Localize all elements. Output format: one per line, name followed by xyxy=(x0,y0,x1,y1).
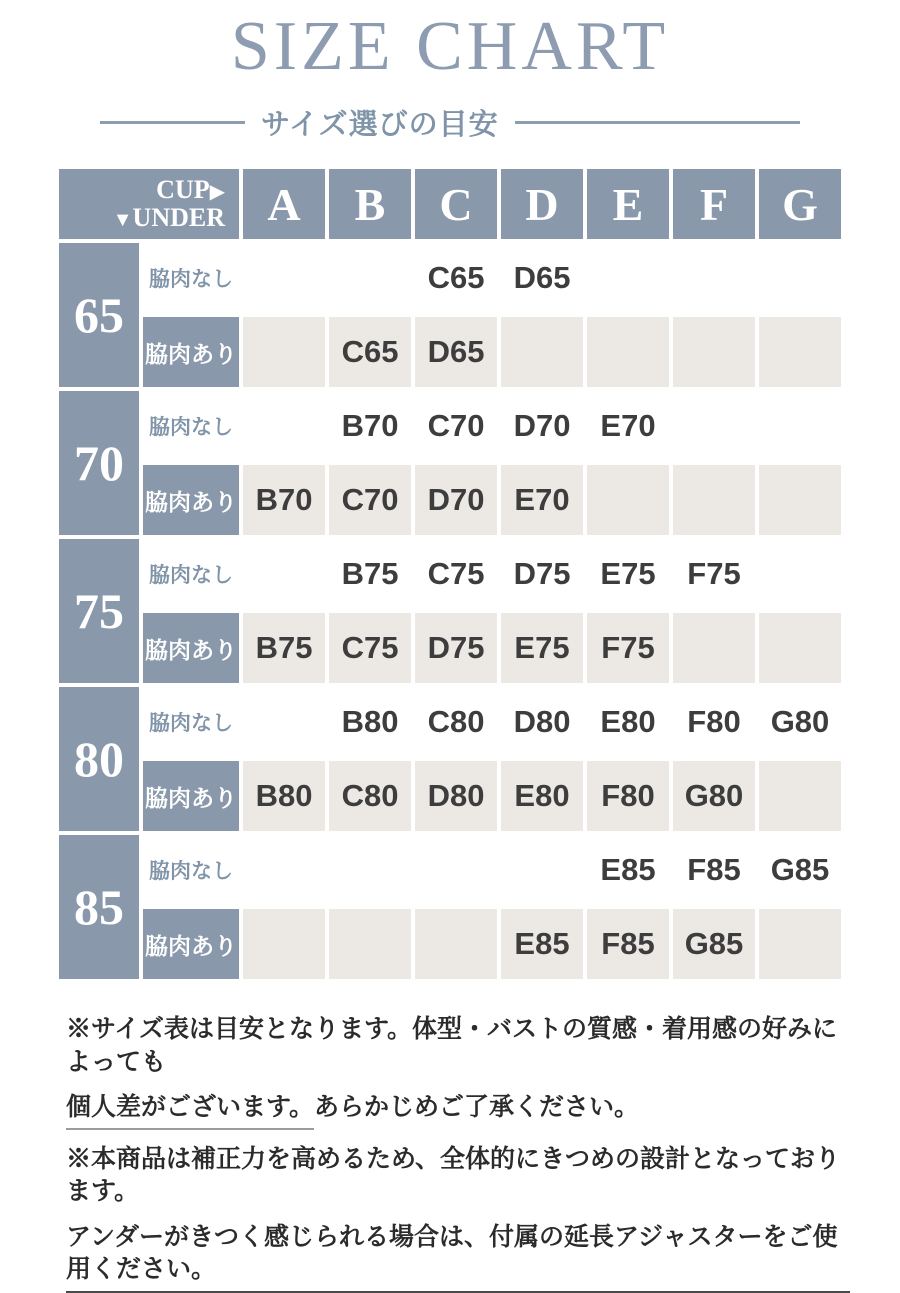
size-cell-80-no-fat-A xyxy=(243,687,325,757)
size-cell-65-no-fat-C: C65 xyxy=(415,243,497,313)
size-cell-75-no-fat-C: C75 xyxy=(415,539,497,609)
label-no-fat-85: 脇肉なし xyxy=(143,835,239,905)
size-cell-75-no-fat-F: F75 xyxy=(673,539,755,609)
cup-header-c: C xyxy=(415,169,497,239)
size-cell-80-with-fat-G xyxy=(759,761,841,831)
size-cell-85-with-fat-E: F85 xyxy=(587,909,669,979)
size-cell-70-with-fat-D: E70 xyxy=(501,465,583,535)
size-cell-65-with-fat-B: C65 xyxy=(329,317,411,387)
arrow-right-icon: ▶ xyxy=(209,180,225,203)
corner-cup-label: CUP xyxy=(156,174,210,204)
size-cell-75-no-fat-A xyxy=(243,539,325,609)
size-cell-85-with-fat-F: G85 xyxy=(673,909,755,979)
size-cell-85-no-fat-A xyxy=(243,835,325,905)
size-cell-80-no-fat-D: D80 xyxy=(501,687,583,757)
size-cell-70-with-fat-B: C70 xyxy=(329,465,411,535)
size-cell-65-with-fat-E xyxy=(587,317,669,387)
size-cell-75-no-fat-D: D75 xyxy=(501,539,583,609)
page-header xyxy=(0,8,900,143)
row-under-65-no-fat xyxy=(59,243,841,313)
size-cell-75-with-fat-E: F75 xyxy=(587,613,669,683)
size-cell-65-with-fat-F xyxy=(673,317,755,387)
size-cell-75-with-fat-A: B75 xyxy=(243,613,325,683)
size-cell-70-with-fat-F xyxy=(673,465,755,535)
under-size-65: 65 xyxy=(59,243,139,387)
note2-line2-underlined: アンダーがきつく感じられる場合は、付属の延長アジャスターをご使用ください。 xyxy=(66,1221,850,1293)
size-cell-70-no-fat-F xyxy=(673,391,755,461)
size-cell-75-no-fat-B: B75 xyxy=(329,539,411,609)
size-cell-65-no-fat-E xyxy=(587,243,669,313)
subtitle-rule-right xyxy=(515,121,800,124)
row-under-75-with-fat xyxy=(59,613,841,683)
size-cell-85-with-fat-A xyxy=(243,909,325,979)
size-cell-75-with-fat-C: D75 xyxy=(415,613,497,683)
size-cell-75-with-fat-G xyxy=(759,613,841,683)
label-with-fat-85: 脇肉あり xyxy=(143,909,239,979)
size-cell-85-no-fat-D xyxy=(501,835,583,905)
size-cell-65-no-fat-D: D65 xyxy=(501,243,583,313)
label-no-fat-80: 脇肉なし xyxy=(143,687,239,757)
size-cell-65-with-fat-D xyxy=(501,317,583,387)
note1-line2-underlined: 個人差がございます。 xyxy=(66,1091,314,1130)
size-cell-65-with-fat-C: D65 xyxy=(415,317,497,387)
size-chart-table xyxy=(55,165,845,983)
label-no-fat-75: 脇肉なし xyxy=(143,539,239,609)
size-cell-75-no-fat-G xyxy=(759,539,841,609)
size-cell-80-with-fat-F: G80 xyxy=(673,761,755,831)
size-cell-70-with-fat-G xyxy=(759,465,841,535)
corner-under-label: UNDER xyxy=(132,203,225,232)
arrow-down-icon: ▼ xyxy=(112,209,133,231)
under-size-75: 75 xyxy=(59,539,139,683)
under-size-85: 85 xyxy=(59,835,139,979)
row-under-75-no-fat xyxy=(59,539,841,609)
row-under-80-with-fat xyxy=(59,761,841,831)
size-cell-80-with-fat-B: C80 xyxy=(329,761,411,831)
footnotes xyxy=(66,1013,850,1293)
label-no-fat-70: 脇肉なし xyxy=(143,391,239,461)
row-under-65-with-fat xyxy=(59,317,841,387)
row-under-80-no-fat xyxy=(59,687,841,757)
size-cell-70-no-fat-E: E70 xyxy=(587,391,669,461)
note1-line1: ※サイズ表は目安となります。体型・バストの質感・着用感の好みによっても xyxy=(66,1015,838,1076)
size-cell-85-no-fat-C xyxy=(415,835,497,905)
size-cell-65-with-fat-A xyxy=(243,317,325,387)
size-cell-80-with-fat-C: D80 xyxy=(415,761,497,831)
size-cell-80-with-fat-E: F80 xyxy=(587,761,669,831)
size-cell-85-no-fat-B xyxy=(329,835,411,905)
size-cell-65-with-fat-G xyxy=(759,317,841,387)
size-cell-80-no-fat-F: F80 xyxy=(673,687,755,757)
page-title: SIZE CHART xyxy=(230,8,670,85)
size-cell-70-no-fat-D: D70 xyxy=(501,391,583,461)
size-cell-70-no-fat-C: C70 xyxy=(415,391,497,461)
corner-under-line xyxy=(59,204,225,232)
size-cell-70-with-fat-E xyxy=(587,465,669,535)
size-cell-65-no-fat-A xyxy=(243,243,325,313)
size-cell-85-with-fat-B xyxy=(329,909,411,979)
subtitle xyxy=(100,102,800,143)
row-under-70-no-fat xyxy=(59,391,841,461)
cup-header-b: B xyxy=(329,169,411,239)
label-with-fat-80: 脇肉あり xyxy=(143,761,239,831)
subtitle-rule-left xyxy=(100,121,245,124)
size-cell-85-no-fat-E: E85 xyxy=(587,835,669,905)
size-cell-65-no-fat-F xyxy=(673,243,755,313)
size-cell-80-with-fat-D: E80 xyxy=(501,761,583,831)
label-no-fat-65: 脇肉なし xyxy=(143,243,239,313)
size-cell-75-with-fat-D: E75 xyxy=(501,613,583,683)
size-cell-80-no-fat-E: E80 xyxy=(587,687,669,757)
size-cell-65-no-fat-G xyxy=(759,243,841,313)
note2-line1: ※本商品は補正力を高めるため、全体的にきつめの設計となっております。 xyxy=(66,1144,841,1205)
size-cell-75-with-fat-F xyxy=(673,613,755,683)
cup-header-row xyxy=(59,169,841,239)
size-cell-80-no-fat-G: G80 xyxy=(759,687,841,757)
under-size-80: 80 xyxy=(59,687,139,831)
row-under-85-no-fat xyxy=(59,835,841,905)
size-cell-80-no-fat-B: B80 xyxy=(329,687,411,757)
label-with-fat-70: 脇肉あり xyxy=(143,465,239,535)
corner-cup-line xyxy=(59,176,225,204)
cup-header-d: D xyxy=(501,169,583,239)
cup-header-e: E xyxy=(587,169,669,239)
size-cell-70-no-fat-B: B70 xyxy=(329,391,411,461)
note1-line2-rest: あらかじめご了承ください。 xyxy=(314,1093,640,1121)
size-cell-70-with-fat-C: D70 xyxy=(415,465,497,535)
note1-line2 xyxy=(66,1091,850,1130)
size-cell-80-no-fat-C: C80 xyxy=(415,687,497,757)
label-with-fat-75: 脇肉あり xyxy=(143,613,239,683)
size-cell-85-with-fat-D: E85 xyxy=(501,909,583,979)
size-cell-75-no-fat-E: E75 xyxy=(587,539,669,609)
size-cell-70-with-fat-A: B70 xyxy=(243,465,325,535)
corner-header xyxy=(59,169,239,239)
cup-header-a: A xyxy=(243,169,325,239)
cup-header-g: G xyxy=(759,169,841,239)
size-cell-70-no-fat-A xyxy=(243,391,325,461)
note2-line2 xyxy=(66,1221,850,1293)
size-table-body xyxy=(59,243,841,979)
label-with-fat-65: 脇肉あり xyxy=(143,317,239,387)
size-cell-85-with-fat-G xyxy=(759,909,841,979)
cup-header-f: F xyxy=(673,169,755,239)
row-under-70-with-fat xyxy=(59,465,841,535)
size-cell-85-with-fat-C xyxy=(415,909,497,979)
size-cell-85-no-fat-G: G85 xyxy=(759,835,841,905)
size-cell-65-no-fat-B xyxy=(329,243,411,313)
under-size-70: 70 xyxy=(59,391,139,535)
size-cell-70-no-fat-G xyxy=(759,391,841,461)
subtitle-text: サイズ選びの目安 xyxy=(261,109,499,141)
size-cell-75-with-fat-B: C75 xyxy=(329,613,411,683)
size-cell-85-no-fat-F: F85 xyxy=(673,835,755,905)
row-under-85-with-fat xyxy=(59,909,841,979)
size-cell-80-with-fat-A: B80 xyxy=(243,761,325,831)
